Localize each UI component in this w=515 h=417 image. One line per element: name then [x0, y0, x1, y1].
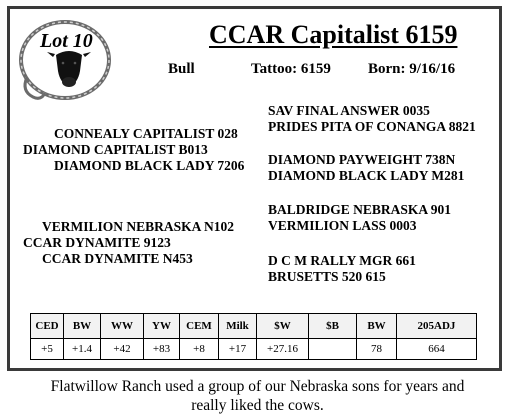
epd-header-row [31, 314, 477, 339]
animal-born: Born: 9/16/16 [368, 61, 456, 77]
pedigree-sire: DIAMOND CAPITALIST B013 [23, 142, 208, 157]
epd-value-ww: +42 [101, 339, 144, 360]
pedigree-far-8: BRUSETTS 520 615 [268, 269, 386, 284]
pedigree-far-6: VERMILION LASS 0003 [268, 218, 417, 233]
epd-value-yw: +83 [144, 339, 180, 360]
lot-comment-line-2: really liked the cows. [191, 397, 324, 414]
epd-header-dollar-w: $W [257, 314, 309, 339]
pedigree-far-3: DIAMOND PAYWEIGHT 738N [268, 152, 456, 167]
lot-label: Lot 10 [40, 30, 93, 52]
epd-header-actual-bw: BW [357, 314, 397, 339]
epd-value-actual-bw: 78 [357, 339, 397, 360]
pedigree-far-5: BALDRIDGE NEBRASKA 901 [268, 202, 452, 217]
pedigree-far-1: SAV FINAL ANSWER 0035 [268, 103, 430, 118]
epd-value-milk: +17 [219, 339, 257, 360]
pedigree-sire-sire: CONNEALY CAPITALIST 028 [54, 126, 238, 141]
epd-table [30, 313, 477, 360]
lot-comment [0, 377, 515, 415]
epd-value-row [31, 339, 477, 360]
animal-tattoo: Tattoo: 6159 [251, 61, 331, 77]
pedigree-far-4: DIAMOND BLACK LADY M281 [268, 168, 465, 183]
pedigree-calf: CCAR DYNAMITE 9123 [23, 235, 171, 250]
lot-comment-line-1: Flatwillow Ranch used a group of our Nebraska sons for years and [50, 378, 465, 395]
epd-header-ced: CED [31, 314, 64, 339]
epd-value-205adj: 664 [397, 339, 477, 360]
pedigree-far-7: D C M RALLY MGR 661 [268, 253, 416, 268]
epd-value-ced: +5 [31, 339, 64, 360]
lot-card [7, 6, 502, 371]
epd-value-bw: +1.4 [64, 339, 101, 360]
epd-header-205adj: 205ADJ [397, 314, 477, 339]
epd-header-bw: BW [64, 314, 101, 339]
epd-header-milk: Milk [219, 314, 257, 339]
pedigree-dam-sire: VERMILION NEBRASKA N102 [42, 219, 235, 234]
pedigree-sire-dam: DIAMOND BLACK LADY 7206 [54, 158, 245, 173]
epd-header-dollar-b: $B [309, 314, 357, 339]
animal-name: CCAR Capitalist 6159 [209, 20, 458, 49]
epd-value-cem: +8 [180, 339, 219, 360]
pedigree-far-2: PRIDES PITA OF CONANGA 8821 [268, 119, 476, 134]
epd-value-dollar-b [309, 339, 357, 360]
epd-header-ww: WW [101, 314, 144, 339]
epd-header-yw: YW [144, 314, 180, 339]
epd-value-dollar-w: +27.16 [257, 339, 309, 360]
animal-sex: Bull [168, 61, 195, 77]
pedigree-dam: CCAR DYNAMITE N453 [42, 251, 193, 266]
epd-header-cem: CEM [180, 314, 219, 339]
